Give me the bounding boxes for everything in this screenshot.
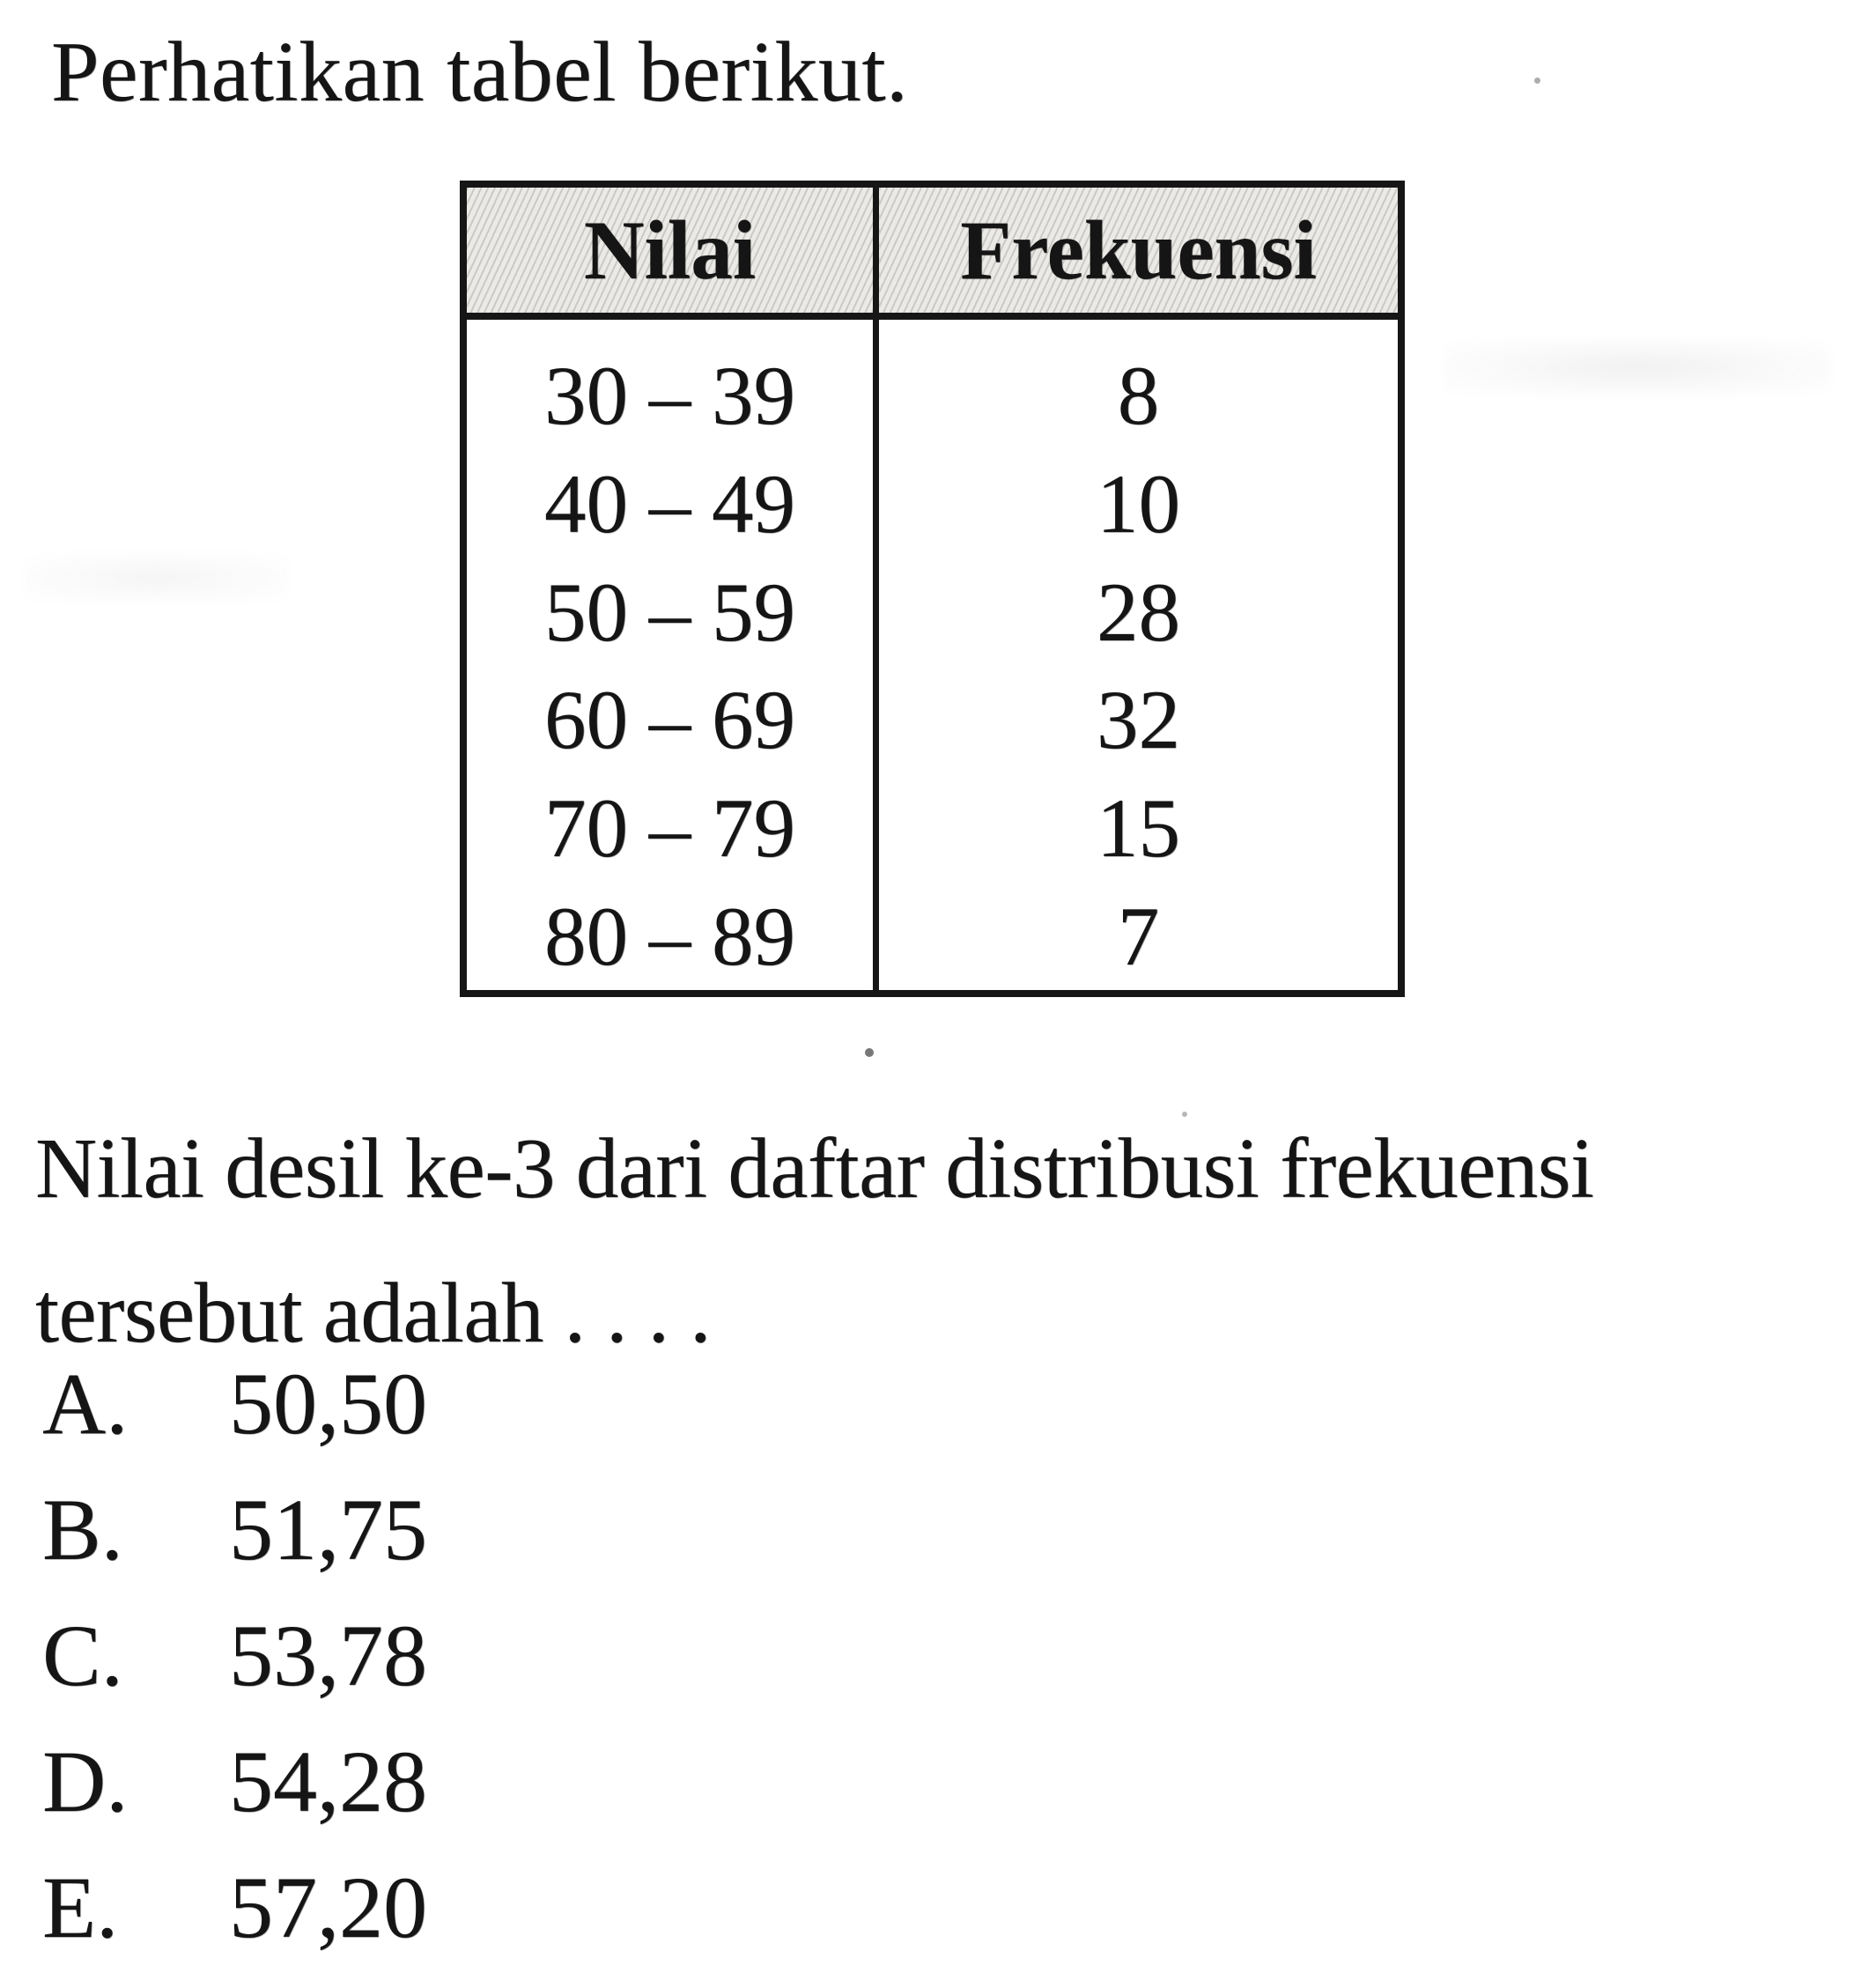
frekuensi-cell: 28 [1097, 565, 1181, 659]
frekuensi-cell: 15 [1097, 780, 1181, 875]
question-line-1: Nilai desil ke-3 dari daftar distribusi frekuensi [35, 1121, 1594, 1216]
option-a-label: A. [42, 1355, 129, 1452]
option-d [42, 1718, 427, 1844]
nilai-range-cell: 70 – 79 [463, 774, 876, 883]
option-d-label: D. [42, 1733, 129, 1830]
nilai-range-cell: 60 – 69 [463, 666, 876, 774]
table-row [463, 882, 1401, 994]
frekuensi-cell: 10 [1097, 457, 1181, 551]
option-a-value: 50,50 [229, 1355, 427, 1452]
nilai-range-cell: 80 – 89 [463, 882, 876, 994]
table-row [463, 316, 1401, 450]
nilai-range-cell: 50 – 59 [463, 558, 876, 666]
option-b [42, 1467, 427, 1592]
question-line-2: tersebut adalah . . . . [35, 1266, 711, 1360]
page-title: Perhatikan tabel berikut. [51, 25, 909, 120]
scan-smudge [25, 553, 289, 602]
column-header-nilai: Nilai [463, 184, 876, 316]
scan-speck [1534, 78, 1540, 84]
option-e-label: E. [42, 1858, 119, 1956]
nilai-range-cell: 30 – 39 [463, 316, 876, 450]
option-e-value: 57,20 [229, 1858, 427, 1956]
table-header-row [463, 184, 1401, 316]
option-b-value: 51,75 [229, 1481, 427, 1578]
answer-options [42, 1341, 427, 1970]
scan-smudge [1444, 339, 1832, 395]
scan-speck [865, 1048, 874, 1057]
table-row [463, 774, 1401, 883]
option-c-value: 53,78 [229, 1607, 427, 1704]
nilai-range-cell: 40 – 49 [463, 450, 876, 558]
option-e [42, 1844, 427, 1970]
option-c [42, 1592, 427, 1718]
frekuensi-cell: 32 [1097, 673, 1181, 767]
frequency-table [460, 181, 1405, 997]
table-row [463, 450, 1401, 558]
option-d-value: 54,28 [229, 1733, 427, 1830]
frekuensi-cell: 8 [1117, 349, 1160, 443]
column-header-frekuensi: Frekuensi [876, 184, 1401, 316]
option-b-label: B. [42, 1481, 123, 1578]
option-c-label: C. [42, 1607, 123, 1704]
table-row [463, 558, 1401, 666]
table-row [463, 666, 1401, 774]
option-a [42, 1341, 427, 1467]
frekuensi-cell: 7 [1117, 889, 1160, 983]
